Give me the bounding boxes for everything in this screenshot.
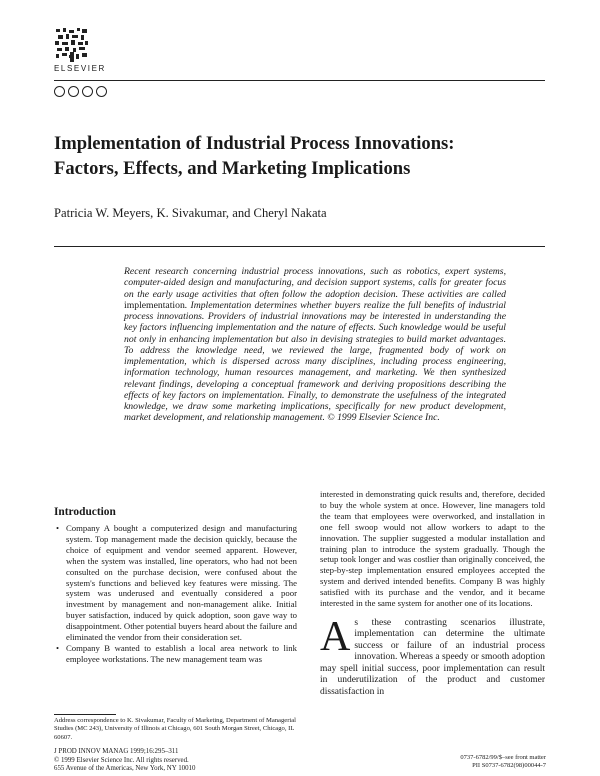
- drop-cap: A: [320, 613, 351, 660]
- scenario-company-b: • Company B wanted to establish a local area network to link employee workstations. The new management team was: [66, 643, 297, 665]
- abstract: [124, 266, 506, 424]
- issn-line: 0737-6782/99/$–see front matter: [460, 754, 546, 761]
- scenario-company-a: • Company A bought a computerized design and manufacturing system. Top management made the decision quickly, because the choice of equipment and vendor seemed apparent. However, when the system was installed, line operators, who had not been consulted on the purchase decision, were confused about the system's functions and believed key features were missing. The system was underused and eventually considered a poor investment by management and non-management alike. Initial buyer satisfaction, induced by quick adoption, soon gave way to disappointment. Other potential buyers heard about the failure and eliminated the vendor from their consideration set.: [66, 523, 297, 643]
- footer-journal-info: [54, 748, 195, 774]
- abstract-term: implementation: [124, 299, 185, 311]
- footnote-rule: [54, 714, 116, 715]
- ring-icon: [68, 86, 79, 97]
- header-rule: [54, 80, 545, 81]
- title-line-1: Implementation of Industrial Process Innovations:: [54, 133, 455, 154]
- footer-identifiers: [400, 754, 546, 770]
- author-list: Patricia W. Meyers, K. Sivakumar, and Cheryl Nakata: [54, 206, 327, 220]
- intro-paragraph: [320, 613, 545, 699]
- body-column-left: [54, 505, 297, 665]
- abstract-text-1: Recent research concerning industrial process innovations, such as robotics, expert systems, computer-aided design and manufacturing, and decision support systems, calls for greater focus on the early usage activities that often follow the adoption decision. These activities are called: [124, 266, 506, 300]
- journal-citation: J PROD INNOV MANAG 1999;16:295–311: [54, 748, 179, 755]
- publisher-address: 655 Avenue of the Americas, New York, NY 10010: [54, 765, 196, 773]
- title-rule: [54, 246, 545, 247]
- ring-icon: [82, 86, 93, 97]
- scenario-continuation: interested in demonstrating quick results and, therefore, decided to buy the whole system at once. However, line managers told the team that employees were overworked, and installation in one fell swoop would not allow workers to adapt to the innovation. The supplier suggested a modular installation and training plan to introduce the system gradually. Though the setup took longer and was costlier than originally conceived, the step-by-step implementation ensured employees accepted the system and derived intended benefits. Company B was highly satisfied with its purchase and the vendor, and it became interested in the same system for another one of its locations.: [320, 489, 545, 609]
- title-line-2: Factors, Effects, and Marketing Implications: [54, 158, 411, 179]
- publisher-name: ELSEVIER: [54, 64, 106, 73]
- intro-text: s these contrasting scenarios illustrate, implementation can determine the ultimate success or failure of an industrial process innovation. Whereas a speedy or smooth adoption may spell initial success, poor implementation can result in underutilization of the product and customer dissatisfaction in: [320, 617, 545, 697]
- body-column-right: [320, 489, 545, 698]
- article-title: [54, 131, 534, 181]
- abstract-text-2: . Implementation determines whether buyers realize the full benefits of industrial process innovations. Providers of industrial innovations may be interested in understanding the key factors influencing implementation and the nature of effects. Such knowledge would be useful not only in enhancing implementation but also in devising strategies to build market advantages. To address the knowledge need, we reviewed the large, fragmented body of work on implementation, which is dispersed across many disciplines, including process engineering, information technology, human resources management, and marketing. We then synthesized relevant findings, developing a conceptual framework and deriving propositions describing the effects of key factors on implementation. Finally, to demonstrate the usefulness of the integrated knowledge, we draw some marketing implications, specifically for new product development, market development, and relationship management. © 1999 Elsevier Science Inc.: [124, 299, 506, 424]
- ring-icon: [54, 86, 65, 97]
- section-heading: Introduction: [54, 506, 116, 518]
- elsevier-tree-logo-icon: [54, 27, 90, 63]
- pii-line: PII S0737-6782(98)00044-7: [472, 762, 546, 770]
- copyright-line: © 1999 Elsevier Science Inc. All rights reserved.: [54, 756, 189, 764]
- correspondence-footnote: Address correspondence to K. Sivakumar, Faculty of Marketing, Department of Managerial Studies (MC 243), University of Illinois at Chicago, 601 South Morgan Street, Chicago, IL 60607.: [54, 717, 296, 741]
- issue-rings: [54, 86, 107, 97]
- scenario-list: [54, 523, 297, 665]
- ring-icon: [96, 86, 107, 97]
